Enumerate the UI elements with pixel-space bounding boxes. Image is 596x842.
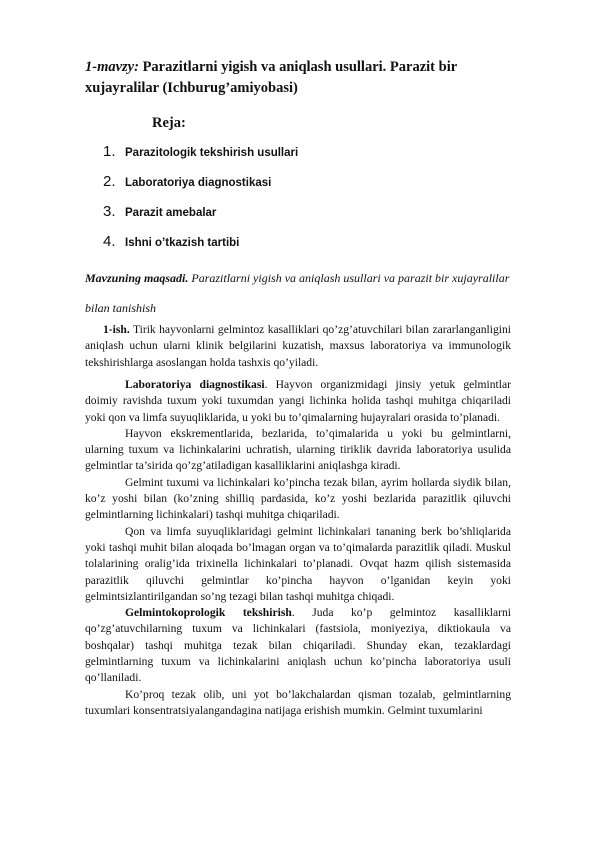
paragraph (85, 605, 511, 686)
plan-item (103, 143, 298, 161)
paragraph (85, 426, 511, 475)
paragraph (85, 687, 511, 720)
aim-text: Parazitlarni yigish va aniqlash usullari va parazit bir xujayralilar bilan tanishish (85, 271, 510, 315)
work-text: Tirik hayvonlarni gelmintoz kasalliklari qo’zg’atuvchilari bilan zararlanganligini aniqlash uchun ularni klinik belgilarini kuzatish, maxsus laboratoriya va immunologik tekshirishlarga asoslangan holda tashxis qo’yiladi. (85, 323, 511, 369)
aim-label: Mavzuning maqsadi. (85, 271, 189, 285)
paragraph-bold-lead: Gelmintokoprologik tekshirish (125, 606, 292, 620)
paragraph (85, 377, 511, 426)
plan-item-number: 3. (103, 203, 116, 220)
plan-item-number: 4. (103, 233, 116, 250)
topic-title-text: Parazitlarni yigish va aniqlash usullari. Parazit bir xujayralilar (Ichburug’amiyobasi) (85, 59, 457, 96)
paragraph-text: Qon va limfa suyuqliklaridagi gelmint lichinkalari tananing berk bo’shliqlarida yoki tashqi muhit bilan aloqada bo’lmagan organ va to’qimalarda parazitlik qiladi. Muskul tolalarining oralig’ida trixinella lichinkalari to’planadi. Ovqat hazm qilish sistemasida parazitlik qiluvchi gelmintlar ko’pincha hayvon o’lganidan keyin yoki gelmintsizlantirilgandan so’ng tezagi bilan tashqi muhitga chiqadi. (85, 524, 511, 603)
paragraph (85, 524, 511, 605)
paragraph-text: Hayvon ekskrementlarida, bezlarida, to’qimalarida u yoki bu gelmintlarni, ularning tuxum va lichinkalarini uchratish, ularning tiriklik davrida laboratoriya usulida gelmintlar ta’sirida qo’zg’atiladigan kasalliklarini aniqlashga kiradi. (85, 426, 511, 473)
paragraph-text: . Juda ko’p gelmintoz kasalliklarni qo’zg’atuvchilarning tuxum va lichinkalari (fastsiola, moniyeziya, diktiokaula va boshqalar) tashqi muhitga tezak bilan chiqariladi. Shunday ekan, tezaklardagi gelmintlarning tuxum va lichinkalarini aniqlash uchun ko’pincha laboratoriya usuli qo’llaniladi. (85, 606, 511, 685)
document-title (85, 57, 525, 99)
plan-item-text: Ishni o’tkazish tartibi (125, 237, 240, 249)
topic-aim (85, 263, 515, 323)
plan-item-number: 1. (103, 143, 116, 160)
plan-item (103, 173, 271, 191)
plan-item-number: 2. (103, 173, 116, 190)
paragraph-bold-lead: Laboratoriya diagnostikasi (125, 378, 265, 391)
work-section (85, 322, 511, 371)
main-text (85, 377, 511, 719)
plan-item-text: Laboratoriya diagnostikasi (125, 177, 272, 189)
work-label: 1-ish. (103, 323, 130, 336)
paragraph-text: Gelmint tuxumi va lichinkalari ko’pincha tezak bilan, ayrim hollarda siydik bilan, ko’z yoshi bilan (ko’zning shilliq pardasida, ko’z yoshi bezlarida parazitlik qiluvchi gelmintlarning lichinkalari) tashqi muhitga chiqariladi. (85, 475, 511, 522)
paragraph (85, 475, 511, 524)
paragraph-text: Ko’proq tezak olib, uni yot bo’lakchalardan qisman tozalab, gelmintlarning tuxumlari konsentratsiyalangandagina natijaga erishish mumkin. Gelmint tuxumlarini (85, 687, 511, 717)
paragraph-text: . Hayvon organizmidagi jinsiy yetuk gelmintlar doimiy ravishda tuxum yoki tuxumdan yangi lichinka holida tashqi muhitga chiqariladi yoki qon va limfa suyuqliklarida, u yoki bu to’qimalarning hujayralari orasida to’planadi. (85, 378, 511, 424)
plan-item-text: Parazitologik tekshirish usullari (125, 147, 299, 159)
plan-item (103, 233, 239, 251)
plan-item (103, 203, 216, 221)
plan-item-text: Parazit amebalar (125, 207, 217, 219)
plan-heading: Reja: (152, 115, 186, 131)
topic-label: 1-mavzy: (85, 59, 139, 75)
